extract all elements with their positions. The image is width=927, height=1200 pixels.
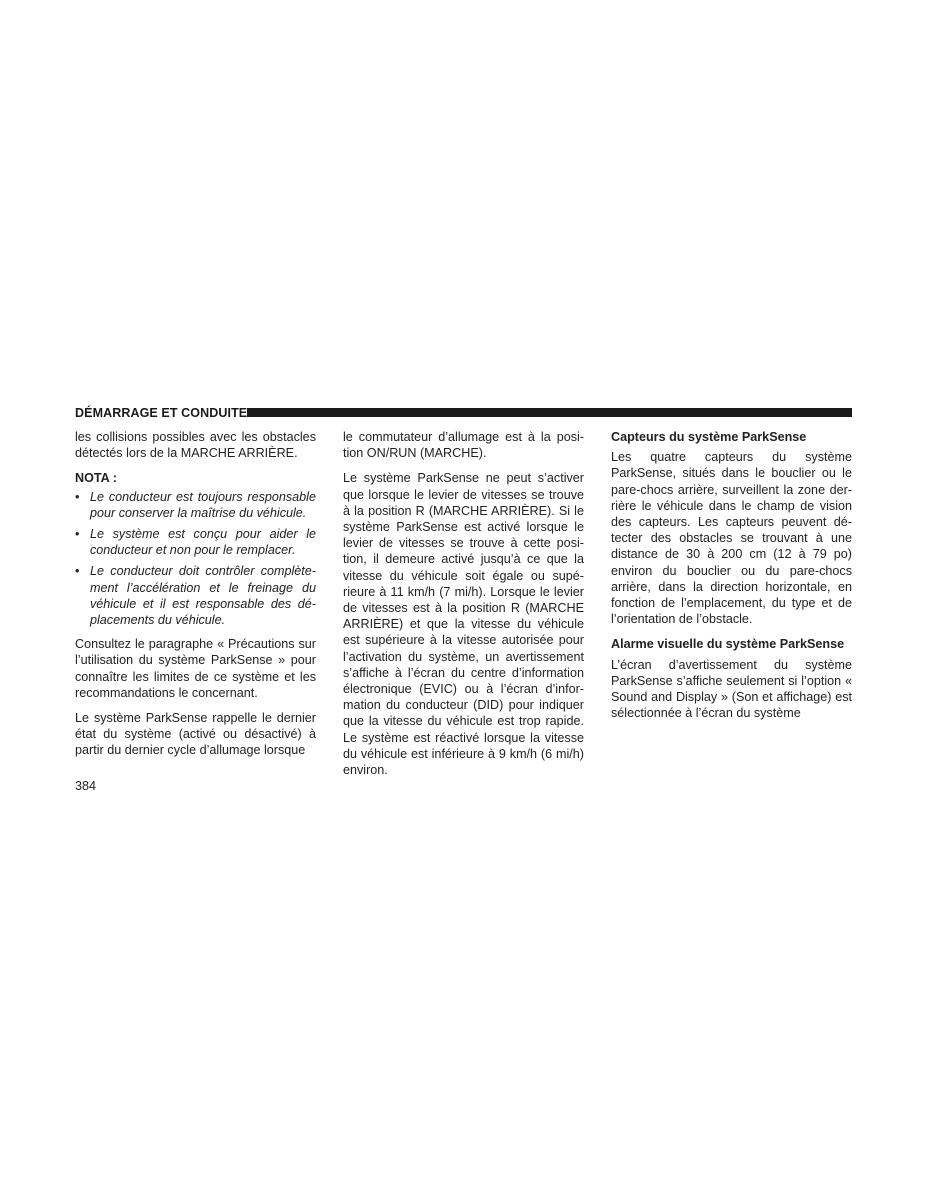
paragraph: Consultez le paragraphe « Précautions sur l’utilisation du système ParkSense » pour connaître les limites de ce système et les recommandations le concernant. xyxy=(75,637,316,700)
nota-list xyxy=(75,489,316,629)
section-title: DÉMARRAGE ET CONDUITE xyxy=(75,406,248,420)
nota-label: NOTA : xyxy=(75,471,117,486)
paragraph: le commutateur d’allumage est à la position ON/RUN (MARCHE). xyxy=(343,430,584,461)
nota-item xyxy=(75,563,316,628)
text-column-2 xyxy=(343,429,584,787)
subheading-sensors: Capteurs du système ParkSense xyxy=(611,430,807,444)
nota-item xyxy=(75,526,316,558)
bullet-icon: • xyxy=(75,489,80,504)
bullet-icon: • xyxy=(75,527,80,542)
paragraph: Le système ParkSense rappelle le dernier état du système (activé ou désactivé) à partir du dernier cycle d’allumage lorsque xyxy=(75,711,316,758)
header-rule-bar xyxy=(247,408,852,417)
section-header xyxy=(75,405,852,421)
nota-item-text: Le système est conçu pour aider le conducteur et non pour le remplacer. xyxy=(90,527,316,558)
nota-item xyxy=(75,489,316,521)
paragraph: L’écran d’avertissement du système ParkSense s’affiche seulement si l’option « Sound and Display » (Son et affichage) est sélectionnée à l’écran du système xyxy=(611,657,852,721)
paragraph: les collisions possibles avec les obstacles détectés lors de la MARCHE ARRIÈRE. xyxy=(75,430,316,461)
subheading-visual-alarm: Alarme visuelle du système ParkSense xyxy=(611,637,845,652)
text-column-3 xyxy=(611,429,852,730)
page-number: 384 xyxy=(75,779,97,793)
nota-item-text: Le conducteur doit contrôler complètement l’accélération et le freinage du véhicule et il est responsable des déplacements du véhicule. xyxy=(90,564,316,628)
paragraph: Les quatre capteurs du système ParkSense, situés dans le bouclier ou le pare-chocs arrière, surveillent la zone derrière le véhicule dans le champ de vision des capteurs. Les capteurs peuvent détecter des obstacles se trouvant à une distance de 30 à 200 cm (12 à 79 po) environ du bouclier ou du pare-chocs arrière, dans la direction horizontale, en fonction de l’emplacement, du type et de l’orientation de l’obstacle. xyxy=(611,450,852,627)
paragraph: Le système ParkSense ne peut s’activer que lorsque le levier de vitesses se trouve à la position R (MARCHE ARRIÈRE). Si le système ParkSense est activé lorsque le levier de vitesses se trouve à cette position, il demeure activé jusqu’à ce que la vitesse du véhicule soit égale ou supérieure à 11 km/h (7 mi/h). Lorsque le levier de vitesses est à la position R (MARCHE ARRIÈRE) et que la vitesse du véhicule est supérieure à la vitesse autorisée pour l’activation du système, un avertissement s’affiche à l’écran du centre d’information électronique (EVIC) ou à l’écran d’information du conducteur (DID) pour indiquer que la vitesse du véhicule est trop rapide. Le système est réactivé lorsque la vitesse du véhicule est inférieure à 9 km/h (6 mi/h) environ. xyxy=(343,471,584,778)
bullet-icon: • xyxy=(75,564,80,579)
nota-item-text: Le conducteur est toujours responsable pour conserver la maîtrise du véhicule. xyxy=(90,489,316,520)
text-column-1 xyxy=(75,429,316,768)
